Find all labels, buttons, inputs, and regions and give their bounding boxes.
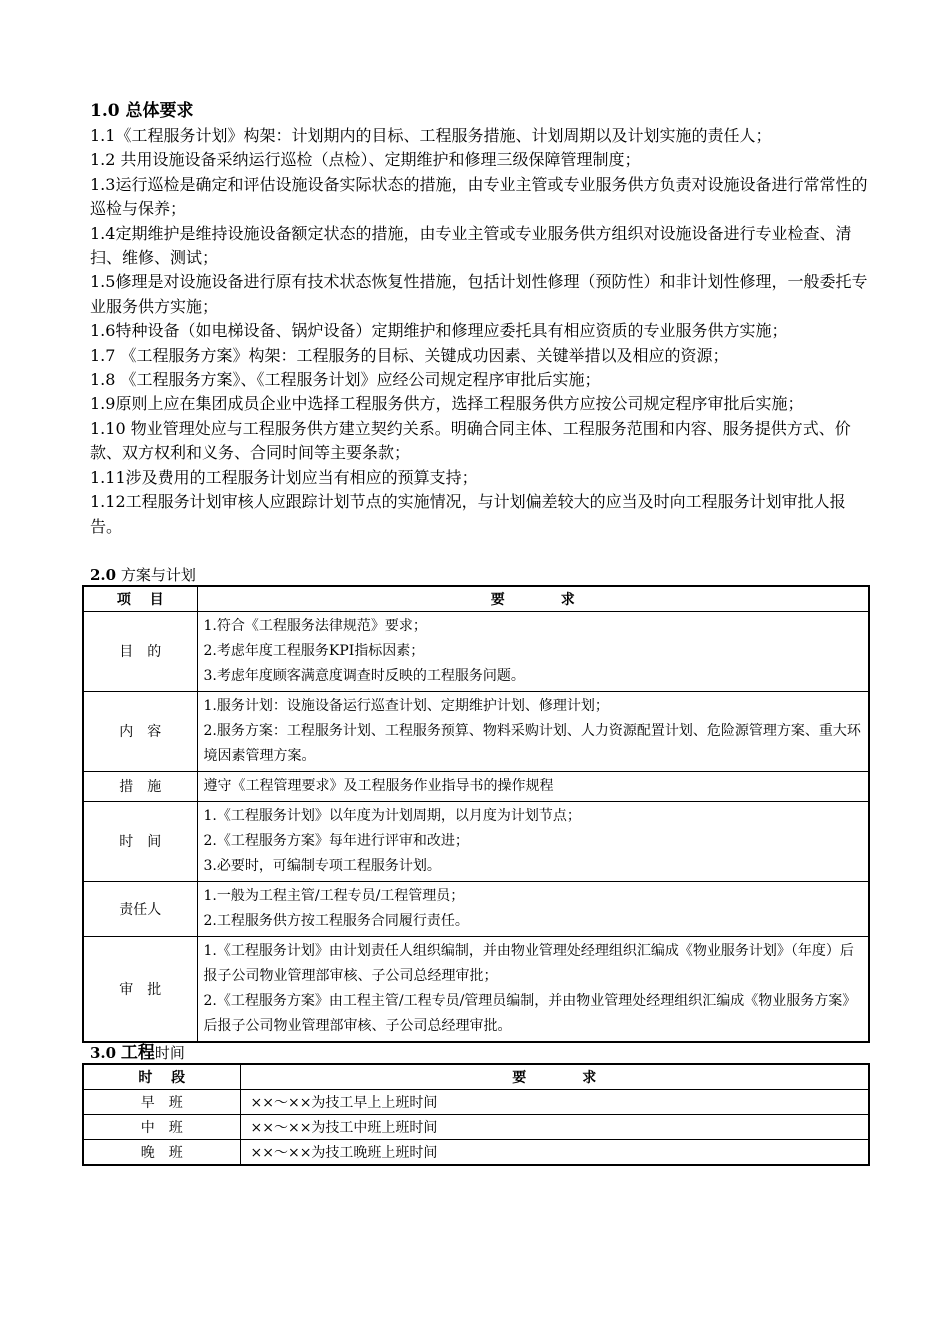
document-page [90, 98, 870, 1166]
row-requirement [197, 936, 869, 1042]
section1-item: 1.12工程服务计划审核人应跟踪计划节点的实施情况，与计划偏差较大的应当及时向工程服务计划审批人报告。 [90, 492, 846, 536]
table-row [83, 881, 869, 936]
shift-description: ××～××为技工晚班上班时间 [240, 1139, 869, 1165]
col-header-period: 时 段 [83, 1064, 240, 1090]
shift-table-header [83, 1064, 869, 1090]
section1-item: 1.8 《工程服务方案》、《工程服务计划》应经公司规定程序审批后实施； [90, 370, 601, 390]
requirement-line: 2.服务方案：工程服务计划、工程服务预算、物料采购计划、人力资源配置计划、危险源管理方案、重大环境因素管理方案。 [203, 722, 861, 764]
requirement-line: 2.《工程服务方案》每年进行评审和改进； [203, 832, 469, 849]
section1-item: 1.1《工程服务计划》构架：计划期内的目标、工程服务措施、计划周期以及计划实施的责任人； [90, 126, 772, 145]
shift-description: ××～××为技工早上上班时间 [240, 1089, 869, 1114]
requirement-line: 1.一般为工程主管/工程专员/工程管理员； [203, 887, 465, 904]
row-requirement [197, 801, 869, 881]
table-row [83, 1114, 869, 1139]
row-item-label: 措 施 [83, 771, 197, 801]
section1-heading: 1.0 总体要求 [90, 101, 194, 121]
requirement-line: 1.《工程服务计划》由计划责任人组织编制，并由物业管理处经理组织汇编成《物业服务计划》（年度）后报子公司物业管理部审核、子公司总经理审批； [203, 942, 854, 984]
section1-item: 1.9原则上应在集团成员企业中选择工程服务供方，选择工程服务供方应按公司规定程序审批后实施； [90, 394, 804, 414]
shift-period: 中 班 [83, 1114, 240, 1139]
table-row [83, 771, 869, 801]
section1-item: 1.6特种设备（如电梯设备、锅炉设备）定期维护和修理应委托具有相应资质的专业服务供方实施； [90, 321, 788, 341]
shift-period: 早 班 [83, 1089, 240, 1114]
section3-heading-number: 3.0 [90, 1043, 117, 1062]
requirement-line: 1.服务计划：设施设备运行巡查计划、定期维护计划、修理计划； [203, 697, 609, 714]
table-row [83, 801, 869, 881]
col-header-item: 项 目 [83, 586, 197, 612]
plan-table-header [83, 586, 869, 612]
row-requirement [197, 611, 869, 691]
requirement-line: 1.《工程服务计划》以年度为计划周期，以月度为计划节点； [203, 807, 581, 824]
col-header-requirement: 要 求 [240, 1064, 869, 1090]
row-requirement [197, 771, 869, 801]
shift-period: 晚 班 [83, 1139, 240, 1165]
plan-table [82, 585, 870, 1043]
section3-heading-bold: 工程 [120, 1042, 155, 1063]
section1-item: 1.3运行巡检是确定和评估设施设备实际状态的措施，由专业主管或专业服务供方负责对设施设备进行常常性的巡检与保养； [90, 174, 868, 219]
requirement-line: 2.《工程服务方案》由工程主管/工程专员/管理员编制，并由物业管理处经理组织汇编成《物业服务方案》后报子公司物业管理部审核、子公司总经理审批。 [203, 992, 857, 1034]
requirement-line: 2.工程服务供方按工程服务合同履行责任。 [203, 912, 469, 929]
row-item-label: 时 间 [83, 801, 197, 881]
table-row [83, 691, 869, 771]
section1-item: 1.11涉及费用的工程服务计划应当有相应的预算支持； [90, 467, 478, 487]
section1-item: 1.10 物业管理处应与工程服务供方建立契约关系。明确合同主体、工程服务范围和内容、服务提供方式、价款、双方权利和义务、合同时间等主要条款； [90, 418, 851, 463]
shift-description: ××～××为技工中班上班时间 [240, 1114, 869, 1139]
requirement-line: 遵守《工程管理要求》及工程服务作业指导书的操作规程 [203, 777, 554, 794]
section1-items [90, 124, 870, 539]
section3-heading-text: 时间 [154, 1043, 185, 1062]
section1-item: 1.4定期维护是维持设施设备额定状态的措施，由专业主管或专业服务供方组织对设施设备进行专业检查、清扫、维修、测试； [90, 223, 852, 268]
section1-item: 1.7 《工程服务方案》构架：工程服务的目标、关键成功因素、关键举措以及相应的资源； [90, 345, 729, 365]
table-row [83, 1089, 869, 1114]
row-item-label: 审 批 [83, 936, 197, 1042]
section2-heading-number: 2.0 [90, 565, 117, 584]
section2-heading [90, 565, 870, 585]
section2-heading-text: 方案与计划 [120, 565, 196, 584]
shift-table [82, 1063, 870, 1166]
row-item-label: 内 容 [83, 691, 197, 771]
requirement-line: 3.必要时，可编制专项工程服务计划。 [203, 857, 441, 874]
row-item-label: 目 的 [83, 611, 197, 691]
requirement-line: 3.考虑年度顾客满意度调查时反映的工程服务问题。 [203, 667, 525, 684]
table-row [83, 1139, 869, 1165]
section1-item: 1.5修理是对设施设备进行原有技术状态恢复性措施，包括计划性修理（预防性）和非计划性修理，一般委托专业服务供方实施； [90, 272, 868, 316]
row-requirement [197, 881, 869, 936]
section3-heading [90, 1043, 870, 1063]
table-row [83, 936, 869, 1042]
table-row [83, 611, 869, 691]
row-requirement [197, 691, 869, 771]
requirement-line: 1.符合《工程服务法律规范》要求； [203, 617, 427, 634]
section1-item: 1.2 共用设施设备采纳运行巡检（点检）、定期维护和修理三级保障管理制度； [90, 150, 641, 170]
requirement-line: 2.考虑年度工程服务KPI指标因素； [203, 642, 425, 659]
col-header-requirement: 要 求 [197, 586, 869, 612]
row-item-label: 责任人 [83, 881, 197, 936]
